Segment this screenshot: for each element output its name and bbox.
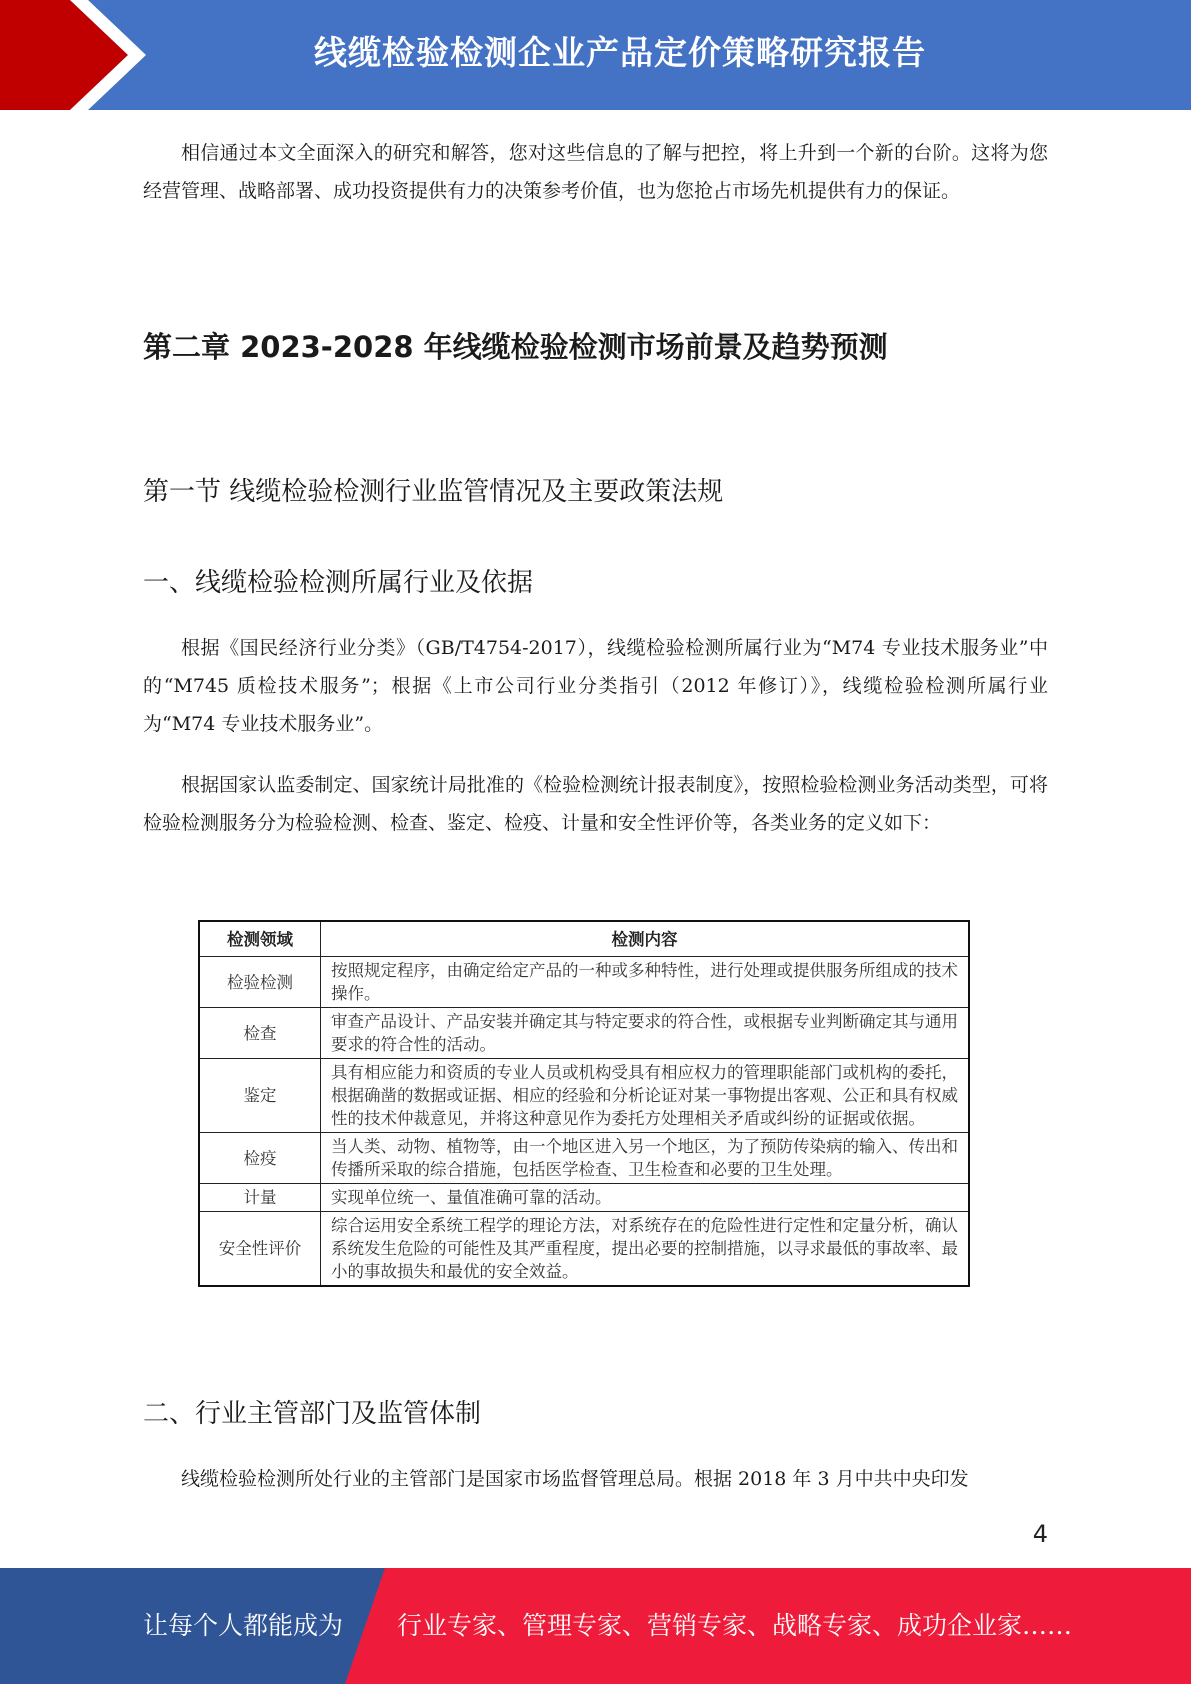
intro-section	[143, 134, 1048, 210]
table-header-area: 检测领域	[199, 921, 321, 957]
table-cell-content: 按照规定程序，由确定给定产品的一种或多种特性，进行处理或提供服务所组成的技术操作。	[321, 957, 970, 1008]
subsection-1-paragraph-2: 根据国家认监委制定、国家统计局批准的《检验检测统计报表制度》，按照检验检测业务活动类型，可将检验检测服务分为检验检测、检查、鉴定、检疫、计量和安全性评价等，各类业务的定义如下：	[143, 774, 1048, 834]
table-header-row	[199, 921, 969, 957]
table-cell-area: 检疫	[199, 1133, 321, 1184]
table-cell-content: 当人类、动物、植物等，由一个地区进入另一个地区，为了预防传染病的输入、传出和传播所采取的综合措施，包括医学检查、卫生检查和必要的卫生处理。	[321, 1133, 970, 1184]
inspection-definition-table	[198, 920, 970, 1287]
subsection-2-title: 二、行业主管部门及监管体制	[143, 1399, 482, 1429]
table-cell-content: 审查产品设计、产品安装并确定其与特定要求的符合性，或根据专业判断确定其与通用要求的符合性的活动。	[321, 1008, 970, 1059]
table-header-content: 检测内容	[321, 921, 970, 957]
subsection-2-paragraph-1: 线缆检验检测所处行业的主管部门是国家市场监督管理总局。根据 2018 年 3 月中共中央印发	[181, 1468, 969, 1490]
table-cell-content: 综合运用安全系统工程学的理论方法，对系统存在的危险性进行定性和定量分析，确认系统发生危险的可能性及其严重程度，提出必要的控制措施，以寻求最低的事故率、最小的事故损失和最优的安全效益。	[321, 1212, 970, 1287]
section-title: 第一节 线缆检验检测行业监管情况及主要政策法规	[143, 477, 724, 507]
header-banner	[0, 0, 1191, 110]
subsection-2-paragraph-1-block	[143, 1460, 1048, 1498]
table-row	[199, 1184, 969, 1212]
table-row	[199, 1059, 969, 1133]
table-row	[199, 1133, 969, 1184]
intro-paragraph: 相信通过本文全面深入的研究和解答，您对这些信息的了解与把控，将上升到一个新的台阶。这将为您经营管理、战略部署、成功投资提供有力的决策参考价值，也为您抢占市场先机提供有力的保证。	[143, 142, 1048, 202]
subsection-1-paragraph-1: 根据《国民经济行业分类》（GB/T4754-2017），线缆检验检测所属行业为“M74 专业技术服务业”中的“M745 质检技术服务”；根据《上市公司行业分类指引（2012 年修订）》，线缆检验检测所属行业为“M74 专业技术服务业”。	[143, 637, 1048, 735]
arrow-chevron-icon	[0, 0, 170, 110]
page-number: 4	[1032, 1520, 1048, 1548]
table-cell-area: 鉴定	[199, 1059, 321, 1133]
table-cell-area: 检查	[199, 1008, 321, 1059]
chapter-title: 第二章 2023-2028 年线缆检验检测市场前景及趋势预测	[143, 330, 888, 364]
table-cell-area: 检验检测	[199, 957, 321, 1008]
table-row	[199, 957, 969, 1008]
subsection-1-title: 一、线缆检验检测所属行业及依据	[143, 568, 534, 598]
table-row	[199, 1212, 969, 1287]
table-cell-content: 实现单位统一、量值准确可靠的活动。	[321, 1184, 970, 1212]
footer-slogan-left: 让每个人都能成为	[143, 1611, 344, 1640]
subsection-1-paragraph-1-block	[143, 629, 1048, 743]
subsection-1-paragraph-2-block	[143, 766, 1048, 842]
table-row	[199, 1008, 969, 1059]
table-cell-area: 安全性评价	[199, 1212, 321, 1287]
table-cell-area: 计量	[199, 1184, 321, 1212]
report-title: 线缆检验检测企业产品定价策略研究报告	[314, 33, 926, 72]
footer-banner	[0, 1568, 1191, 1684]
footer-slogan-right: 行业专家、管理专家、营销专家、战略专家、成功企业家……	[397, 1611, 1073, 1640]
table-cell-content: 具有相应能力和资质的专业人员或机构受具有相应权力的管理职能部门或机构的委托，根据确凿的数据或证据、相应的经验和分析论证对某一事物提出客观、公正和具有权威性的技术仲裁意见，并将这种意见作为委托方处理相关矛盾或纠纷的证据或依据。	[321, 1059, 970, 1133]
